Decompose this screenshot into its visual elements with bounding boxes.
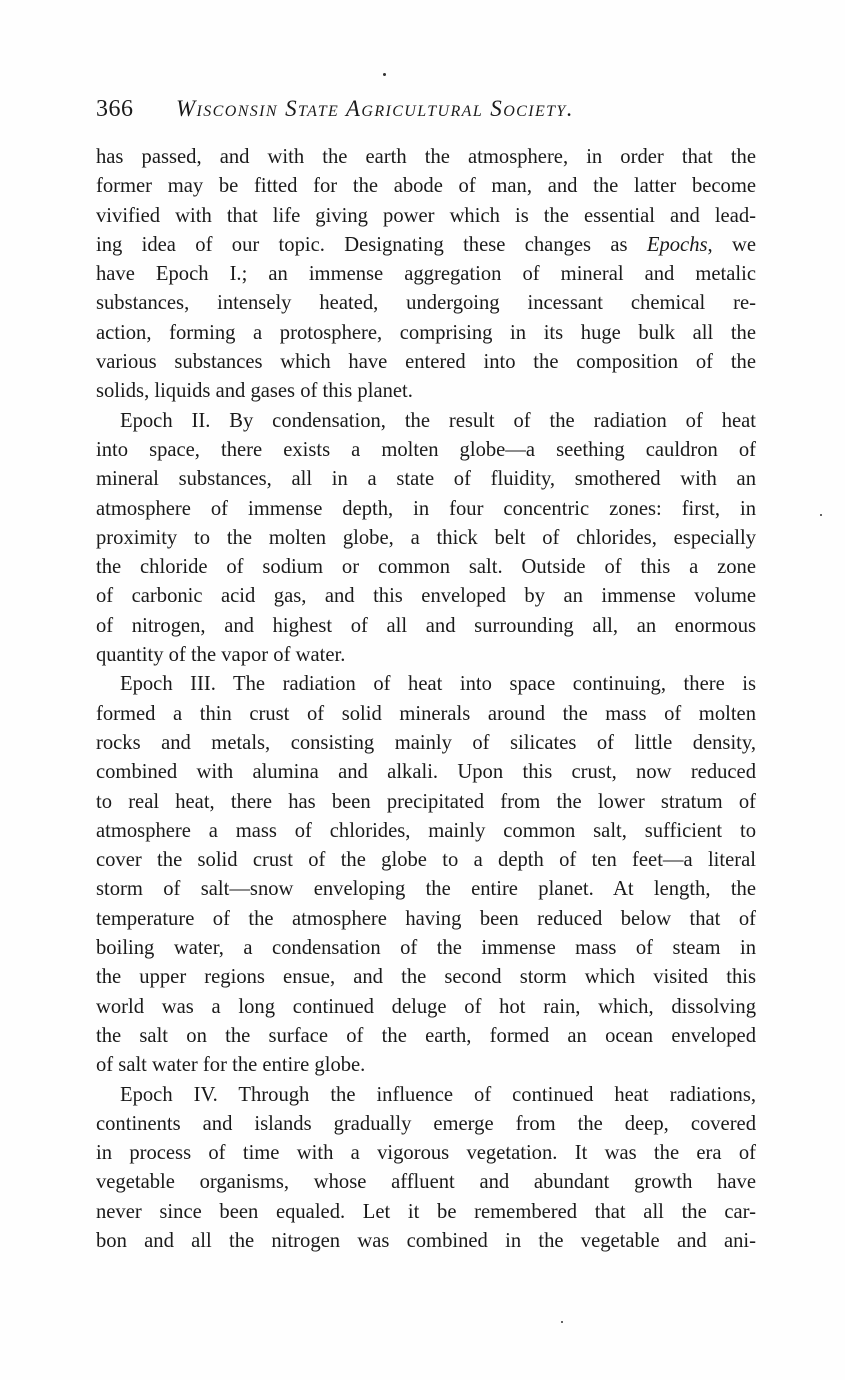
page-number: 366 <box>96 96 134 122</box>
text-line: of nitrogen, and highest of all and surrounding all, an enormous <box>96 614 756 637</box>
text-line: never since been equaled. Let it be remembered that all the car- <box>96 1200 756 1223</box>
text-line: to real heat, there has been precipitated from the lower stratum of <box>96 790 756 813</box>
emphasized-word: Epochs <box>646 233 708 256</box>
text-line: continents and islands gradually emerge from the deep, covered <box>96 1112 756 1135</box>
text-line: various substances which have entered into the composition of the <box>96 351 756 374</box>
text-line: Epoch IV. Through the influence of continued heat radiations, <box>120 1083 756 1106</box>
text-line: cover the solid crust of the globe to a depth of ten feet—a literal <box>96 849 756 872</box>
text-line: Epoch III. The radiation of heat into space continuing, there is <box>120 673 756 696</box>
text-line: the salt on the surface of the earth, formed an ocean enveloped <box>96 1024 756 1047</box>
paragraph <box>96 1081 756 1257</box>
ink-speck <box>383 73 386 76</box>
page-header <box>96 96 756 136</box>
text-line: rocks and metals, consisting mainly of silicates of little density, <box>96 731 756 754</box>
text-line: of salt water for the entire globe. <box>96 1054 366 1077</box>
text-line: action, forming a protosphere, comprising in its huge bulk all the <box>96 321 756 344</box>
text-line: of carbonic acid gas, and this enveloped by an immense volume <box>96 585 756 608</box>
text-line: into space, there exists a molten globe—a seething cauldron of <box>96 438 756 461</box>
text-line: storm of salt—snow enveloping the entire planet. At length, the <box>96 878 756 901</box>
text-line: in process of time with a vigorous vegetation. It was the era of <box>96 1142 756 1165</box>
text-line: proximity to the molten globe, a thick belt of chlorides, especially <box>96 526 756 549</box>
body-text <box>96 143 756 1256</box>
text-line: formed a thin crust of solid minerals around the mass of molten <box>96 702 756 725</box>
running-title: Wisconsin State Agricultural Society. <box>176 96 574 121</box>
ink-speck <box>820 514 822 516</box>
text-line: vivified with that life giving power which is the essential and lead- <box>96 204 756 227</box>
text-line: atmosphere a mass of chlorides, mainly common salt, sufficient to <box>96 819 756 842</box>
text-line: bon and all the nitrogen was combined in the vegetable and ani- <box>96 1229 756 1252</box>
text-line: the chloride of sodium or common salt. Outside of this a zone <box>96 556 756 579</box>
text-line: substances, intensely heated, undergoing incessant chemical re- <box>96 292 756 315</box>
text-line: former may be fitted for the abode of man, and the latter become <box>96 175 756 198</box>
text-line: combined with alumina and alkali. Upon this crust, now reduced <box>96 761 756 784</box>
text-line: the upper regions ensue, and the second storm which visited this <box>96 966 756 989</box>
paragraph <box>96 670 756 1080</box>
ink-speck <box>561 1321 563 1323</box>
text-line: atmosphere of immense depth, in four concentric zones: first, in <box>96 497 756 520</box>
text-line: ing idea of our topic. Designating these changes as Epochs, we <box>96 233 756 256</box>
paragraph <box>96 407 756 671</box>
text-line: boiling water, a condensation of the immense mass of steam in <box>96 937 756 960</box>
text-line: Epoch II. By condensation, the result of the radiation of heat <box>120 409 756 432</box>
text-line: quantity of the vapor of water. <box>96 644 346 667</box>
text-line: have Epoch I.; an immense aggregation of mineral and metalic <box>96 263 756 286</box>
text-line: solids, liquids and gases of this planet. <box>96 380 413 403</box>
text-line: vegetable organisms, whose affluent and abundant growth have <box>96 1171 756 1194</box>
text-line: mineral substances, all in a state of fluidity, smothered with an <box>96 468 756 491</box>
text-line: world was a long continued deluge of hot rain, which, dissolving <box>96 995 756 1018</box>
text-line: has passed, and with the earth the atmosphere, in order that the <box>96 146 756 168</box>
paragraph <box>96 143 756 407</box>
text-line: temperature of the atmosphere having been reduced below that of <box>96 907 756 930</box>
